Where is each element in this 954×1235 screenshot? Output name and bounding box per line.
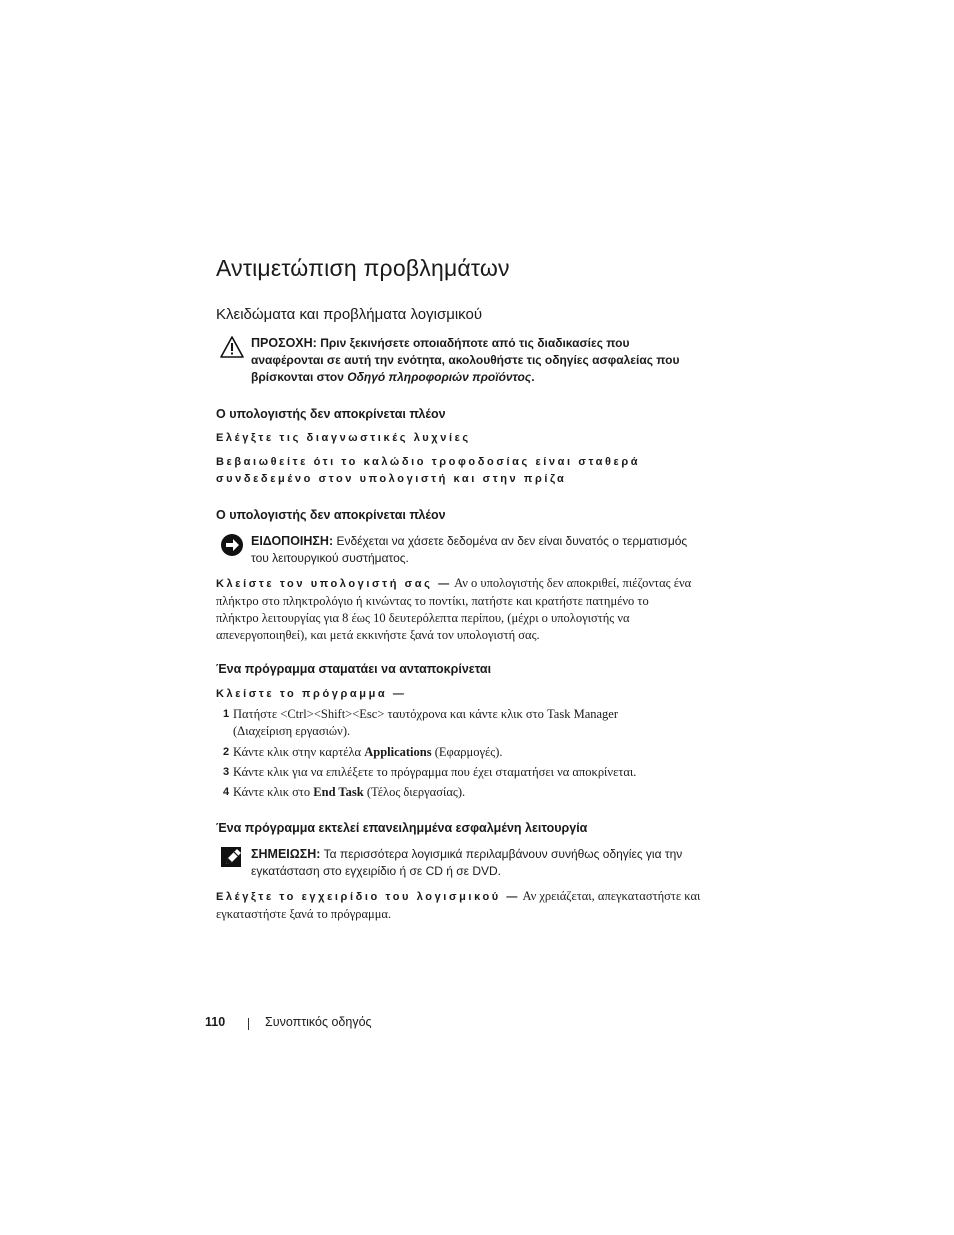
block1-check-power-cable xyxy=(216,454,716,488)
paragraph-line: πλήκτρο στο πληκτρολόγιο ή κινώντας το ποντίκι, πατήστε και κρατήστε πατημένο το xyxy=(216,594,649,608)
block1-heading: Ο υπολογιστής δεν αποκρίνεται πλέον xyxy=(216,407,446,421)
notice-label: ΕΙΔΟΠΟΙΗΣΗ: xyxy=(251,534,334,548)
applications-tab-label: Applications xyxy=(364,745,432,759)
paragraph-line: απενεργοποιηθεί), και μετά εκκινήστε ξανά τον υπολογιστή σας. xyxy=(216,628,540,642)
notice-line: Ενδέχεται να χάσετε δεδομένα αν δεν είναι δυνατός ο τερματισμός xyxy=(336,534,688,548)
caution-label: ΠΡΟΣΟΧΗ: xyxy=(251,336,317,350)
page-number: 110 xyxy=(205,1015,226,1029)
block4-heading: Ένα πρόγραμμα εκτελεί επανειλημμένα εσφαλμένη λειτουργία xyxy=(216,821,588,835)
step-text: Κάντε κλικ στο xyxy=(233,785,314,799)
caution-line: βρίσκονται στον xyxy=(251,370,348,384)
block3-lead: Κλείστε το πρόγραμμα — xyxy=(216,688,407,700)
step-1 xyxy=(216,706,716,740)
step-number: 1 xyxy=(223,708,230,720)
step-4 xyxy=(216,784,716,801)
footer-divider xyxy=(248,1018,249,1030)
section-title: Κλειδώματα και προβλήματα λογισμικού xyxy=(216,306,483,323)
guide-title: Συνοπτικός οδηγός xyxy=(265,1015,372,1029)
note-line: εγκατάσταση στο εγχειρίδιο ή σε CD ή σε DVD. xyxy=(251,864,502,878)
block1-check-lights: Ελέγξτε τις διαγνωστικές λυχνίες xyxy=(216,432,471,444)
paragraph-line: Αν ο υπολογιστής δεν αποκριθεί, πιέζοντας ένα xyxy=(454,576,692,590)
block4-lead: Ελέγξτε το εγχειρίδιο του λογισμικού — xyxy=(216,891,521,903)
note-pencil-icon xyxy=(220,846,244,870)
step-text: (Εφαρμογές). xyxy=(431,745,503,759)
page-footer xyxy=(205,1015,372,1029)
step-text: (Διαχείριση εργασιών). xyxy=(233,724,351,738)
step-3 xyxy=(216,764,716,781)
step-2 xyxy=(216,744,716,761)
paragraph-line: πλήκτρο λειτουργίας για 8 έως 10 δευτερόλεπτα περίπου, (μέχρι ο υπολογιστής να xyxy=(216,611,630,625)
block3-heading: Ένα πρόγραμμα σταματάει να ανταποκρίνεται xyxy=(216,662,492,676)
step-text: (Τέλος διεργασίας). xyxy=(363,785,466,799)
notice-arrow-icon xyxy=(220,533,244,557)
step-text: Κάντε κλικ για να επιλέξετε το πρόγραμμα που έχει σταματήσει να αποκρίνεται. xyxy=(233,765,637,779)
notice-block xyxy=(216,533,716,569)
check-line: Βεβαιωθείτε ότι το καλώδιο τροφοδοσίας είναι σταθερά xyxy=(216,456,641,468)
caution-period: . xyxy=(531,370,535,384)
notice-text xyxy=(251,533,716,567)
step-number: 2 xyxy=(223,746,230,758)
end-task-label: End Task xyxy=(313,785,364,799)
caution-line: αναφέρονται σε αυτή την ενότητα, ακολουθήστε τις οδηγίες ασφαλείας που xyxy=(251,353,680,367)
block2-lead: Κλείστε τον υπολογιστή σας — xyxy=(216,578,452,590)
step-number: 4 xyxy=(223,786,230,798)
product-info-guide-title: Οδηγό πληροφοριών προϊόντος xyxy=(347,370,532,384)
notice-line: του λειτουργικού συστήματος. xyxy=(251,551,409,565)
caution-text xyxy=(251,335,716,386)
step-text: Πατήστε <Ctrl><Shift><Esc> ταυτόχρονα και κάντε κλικ στο Task Manager xyxy=(233,707,619,721)
block4-manual-paragraph xyxy=(216,888,716,923)
warning-triangle-icon xyxy=(220,335,244,359)
note-text xyxy=(251,846,716,880)
chapter-title: Αντιμετώπιση προβλημάτων xyxy=(216,255,510,281)
paragraph-line: εγκαταστήστε ξανά το πρόγραμμα. xyxy=(216,907,392,921)
caution-block xyxy=(216,335,716,390)
step-text: Κάντε κλικ στην καρτέλα xyxy=(233,745,365,759)
step-number: 3 xyxy=(223,766,230,778)
note-line: Τα περισσότερα λογισμικά περιλαμβάνουν συνήθως οδηγίες για την xyxy=(323,847,683,861)
check-line: συνδεδεμένο στον υπολογιστή και στην πρίζα xyxy=(216,473,567,485)
note-label: ΣΗΜΕΙΩΣΗ: xyxy=(251,847,321,861)
caution-line: Πριν ξεκινήσετε οποιαδήποτε από τις διαδικασίες που xyxy=(320,336,630,350)
note-block xyxy=(216,846,716,882)
block2-shutdown-paragraph xyxy=(216,575,716,644)
paragraph-line: Αν χρειάζεται, απεγκαταστήστε και xyxy=(522,889,701,903)
block2-heading: Ο υπολογιστής δεν αποκρίνεται πλέον xyxy=(216,508,446,522)
